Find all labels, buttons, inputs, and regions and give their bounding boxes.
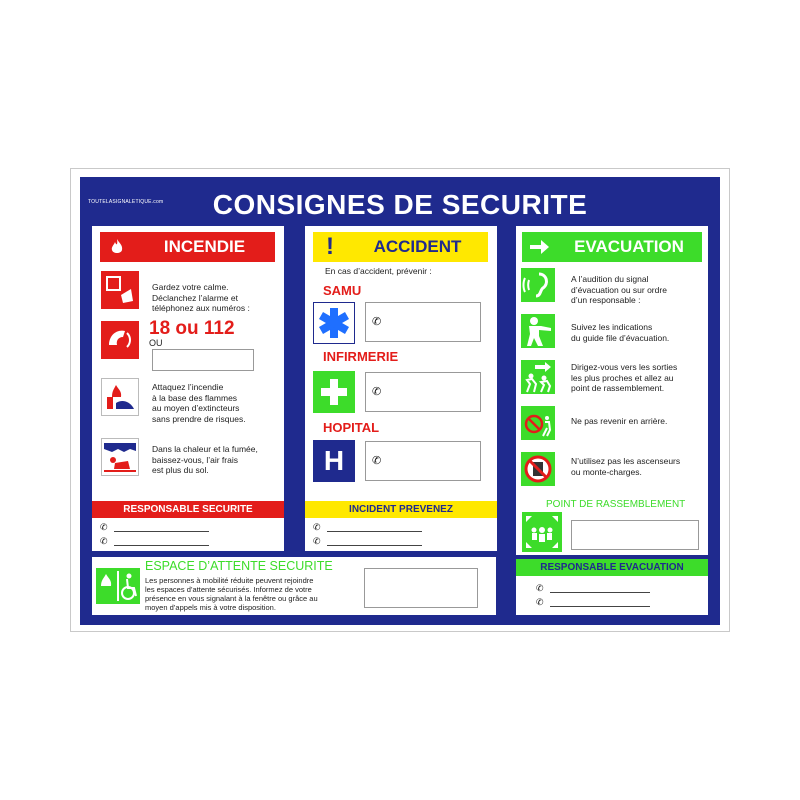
alarm-icon	[101, 271, 139, 309]
hopital-label: HOPITAL	[323, 420, 380, 435]
infirmerie-phone-box[interactable]	[365, 372, 481, 412]
accident-panel	[305, 226, 497, 496]
evacuation-header	[522, 232, 702, 262]
phone-icon: ✆	[372, 455, 382, 467]
attente-panel	[92, 557, 496, 615]
phone-line[interactable]	[114, 545, 209, 546]
phone-line[interactable]	[114, 531, 209, 532]
incendie-step-1: Gardez votre calme. Déclanchez l’alarme et téléphonez aux numéros :	[152, 282, 250, 313]
assembly-panel	[516, 495, 708, 555]
incendie-header	[100, 232, 275, 262]
no-elevator-icon	[521, 452, 555, 486]
attente-text: Les personnes à mobilité réduite peuvent rejoindre les espaces d’attente sécurisés. Informez de votre présence en vous signalant à la fenêtre ou grâce au moyen d’appels mis à votre disposition.	[145, 576, 318, 612]
evacuation-step-2: Suivez les indications du guide file d’évacuation.	[571, 322, 670, 343]
incident-prevenez-panel	[305, 495, 497, 551]
star-of-life-icon	[313, 302, 355, 344]
phone-line[interactable]	[327, 545, 422, 546]
phone-icon: ✆	[313, 522, 321, 532]
phone-line[interactable]	[550, 606, 650, 607]
cross-icon	[313, 371, 355, 413]
smoke-crawl-icon	[101, 438, 139, 476]
evacuation-step-5: N’utilisez pas les ascenseurs ou monte-charges.	[571, 456, 681, 477]
responsable-securite-bar: RESPONSABLE SECURITE	[92, 501, 284, 518]
ou-label: OU	[149, 338, 163, 348]
accident-intro: En cas d’accident, prévenir :	[325, 266, 432, 276]
arrow-right-icon	[522, 232, 556, 262]
phone-icon: ✆	[100, 536, 108, 546]
safety-board	[80, 177, 720, 625]
evacuation-panel	[516, 226, 708, 496]
exit-running-icon	[521, 360, 555, 394]
attente-input-box[interactable]	[364, 568, 478, 608]
hopital-phone-box[interactable]	[365, 441, 481, 481]
phone-icon: ✆	[372, 316, 382, 328]
assembly-point-icon	[522, 512, 562, 552]
infirmerie-label: INFIRMERIE	[323, 349, 399, 364]
wheelchair-icon	[96, 568, 140, 604]
evacuation-title: EVACUATION	[574, 237, 684, 256]
phone-line[interactable]	[327, 531, 422, 532]
assembly-label: POINT DE RASSEMBLEMENT	[546, 499, 686, 510]
incendie-title: INCENDIE	[163, 237, 246, 256]
phone-icon: ✆	[536, 597, 544, 607]
exclamation-icon: !	[326, 233, 334, 260]
fire-icon	[100, 232, 134, 262]
samu-phone-box[interactable]	[365, 302, 481, 342]
evacuation-step-3: Dirigez-vous vers les sorties les plus proches et allez au point de rassemblement.	[571, 362, 678, 393]
brand-logo: TOUTELASIGNALETIQUE.com	[88, 199, 164, 205]
accident-header	[313, 232, 488, 262]
phone-icon: ✆	[372, 386, 382, 398]
phone-icon: ✆	[536, 583, 544, 593]
guide-icon	[521, 314, 555, 348]
phone-icon: ✆	[313, 536, 321, 546]
page-title: CONSIGNES DE SECURITE	[212, 189, 588, 220]
responsable-evacuation-panel	[516, 559, 708, 615]
emergency-numbers: 18 ou 112	[149, 318, 235, 339]
hospital-h-icon: H	[313, 440, 355, 482]
samu-label: SAMU	[323, 283, 362, 298]
incendie-step-3: Dans la chaleur et la fumée, baissez-vous, l’air frais est plus du sol.	[152, 444, 258, 475]
fire-phone-icon	[101, 321, 139, 359]
responsable-evacuation-bar: RESPONSABLE EVACUATION	[516, 559, 708, 576]
incendie-panel	[92, 226, 284, 496]
extinguisher-icon	[101, 378, 139, 416]
no-return-icon	[521, 406, 555, 440]
responsable-securite-panel	[92, 495, 284, 551]
ear-icon	[521, 268, 555, 302]
evacuation-step-1: A l’audition du signal d’évacuation ou sur ordre d’un responsable :	[571, 274, 667, 305]
phone-icon: ✆	[100, 522, 108, 532]
incident-prevenez-bar: INCIDENT PREVENEZ	[305, 501, 497, 518]
number-input-box[interactable]	[152, 349, 254, 371]
accident-title: ACCIDENT	[373, 237, 462, 256]
phone-line[interactable]	[550, 592, 650, 593]
assembly-input-box[interactable]	[571, 520, 699, 550]
incendie-step-2: Attaquez l’incendie à la base des flammes au moyen d’extincteurs sans prendre de risques.	[152, 382, 246, 424]
evacuation-step-4: Ne pas revenir en arrière.	[571, 416, 668, 426]
attente-title: ESPACE D’ATTENTE SECURITE	[145, 559, 333, 573]
